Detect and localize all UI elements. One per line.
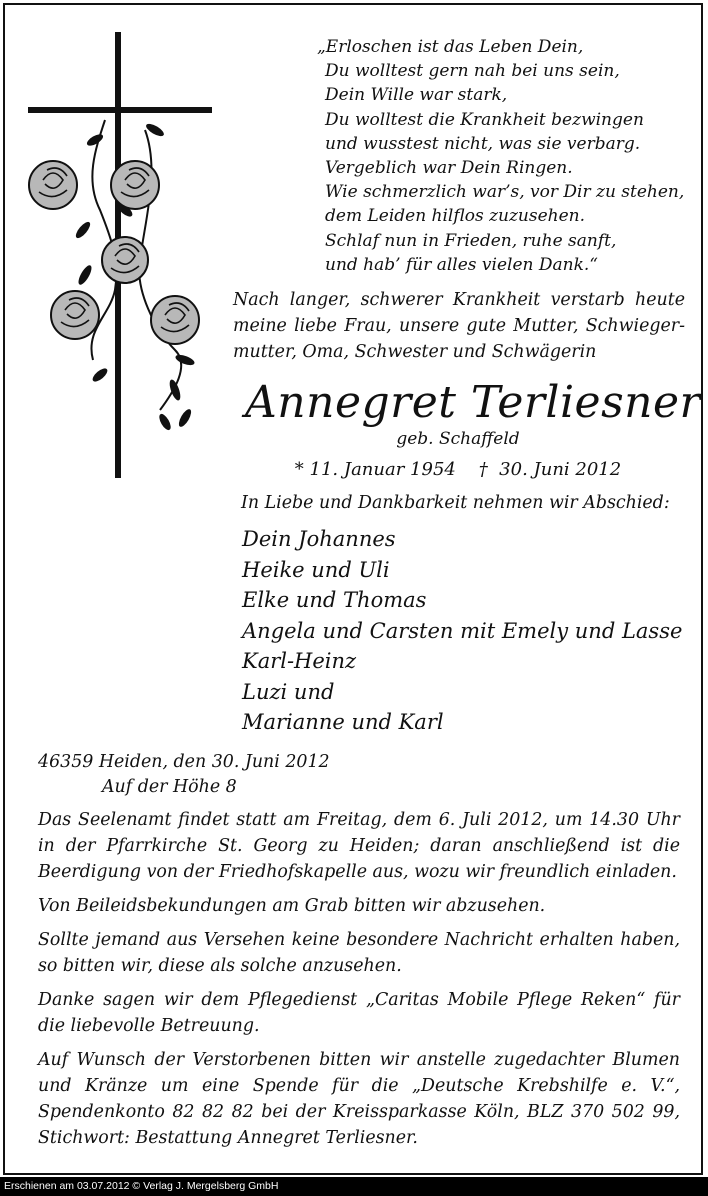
obituary-frame <box>3 3 703 1175</box>
poem-line: und wusstest nicht, was sie verbarg. <box>325 133 641 154</box>
notification-paragraph: Sollte jemand aus Versehen keine besondere Nachricht erhalten haben, so bitten wir, diese als solche anzusehen. <box>38 930 680 976</box>
death-announcement-intro: Nach langer, schwerer Krankheit verstarb heute meine liebe Frau, unsere gute Mutter, Schwiegermutter, Oma, Schwester und Schwägerin <box>233 290 685 362</box>
family-member: Angela und Carsten mit Emely und Lasse <box>242 618 683 643</box>
poem-line: Du wolltest die Krankheit bezwingen <box>325 109 644 130</box>
family-member: Luzi und <box>242 679 335 704</box>
poem-line: dem Leiden hilflos zuzusehen. <box>325 206 586 227</box>
publication-footer: Erschienen am 03.07.2012 © Verlag J. Mergelsberg GmbH <box>0 1177 708 1196</box>
family-member: Karl-Heinz <box>242 649 357 673</box>
poem-line: „Erloschen ist das Leben Dein, <box>317 37 584 57</box>
family-member: Heike und Uli <box>242 557 390 582</box>
donation-paragraph: Auf Wunsch der Verstorbenen bitten wir anstelle zugedachter Blumen und Kränze um eine Spende für die „Deutsche Krebshilfe e. V.“, Spendenkonto 82 82 82 bei der Kreissparkasse Köln, BLZ 370 502 99, Stichwort: Bestattung Annegret Terliesner. <box>38 1050 680 1148</box>
condolence-paragraph: Von Beileidsbekundungen am Grab bitten wir abzusehen. <box>38 896 546 916</box>
family-member: Elke und Thomas <box>242 588 427 612</box>
poem-line: Wie schmerzlich war’s, vor Dir zu stehen, <box>325 182 685 203</box>
thanks-paragraph: Danke sagen wir dem Pflegedienst „Caritas Mobile Pflege Reken“ für die liebevolle Betreuung. <box>38 990 680 1036</box>
family-list <box>242 524 692 738</box>
poem-line: Dein Wille war stark, <box>325 85 508 106</box>
service-paragraph: Das Seelenamt findet statt am Freitag, dem 6. Juli 2012, um 14.30 Uhr in der Pfarrkirche St. Georg zu Heiden; daran anschließend ist die Beerdigung von der Friedhofskapelle aus, wozu wir freundlich einladen. <box>38 810 680 882</box>
birth-name: geb. Schaffeld <box>396 429 520 449</box>
place-date: 46359 Heiden, den 30. Juni 2012 <box>38 752 330 772</box>
poem-line: Du wolltest gern nah bei uns sein, <box>325 61 620 82</box>
address: Auf der Höhe 8 <box>102 777 237 797</box>
notice-paragraphs <box>38 807 680 1159</box>
poem-line: Schlaf nun in Frieden, ruhe sanft, <box>325 230 617 251</box>
poem-line: und hab’ für alles vielen Dank.“ <box>325 254 598 275</box>
family-member: Marianne und Karl <box>242 710 444 734</box>
life-dates: * 11. Januar 1954 † 30. Juni 2012 <box>294 459 622 480</box>
deceased-name: Annegret Terliesner <box>245 377 702 428</box>
family-member: Dein Johannes <box>242 527 396 551</box>
cross-with-roses-icon <box>25 30 215 485</box>
farewell-line: In Liebe und Dankbarkeit nehmen wir Abschied: <box>241 493 670 513</box>
poem-line: Vergeblich war Dein Ringen. <box>325 158 573 179</box>
poem <box>317 35 697 277</box>
